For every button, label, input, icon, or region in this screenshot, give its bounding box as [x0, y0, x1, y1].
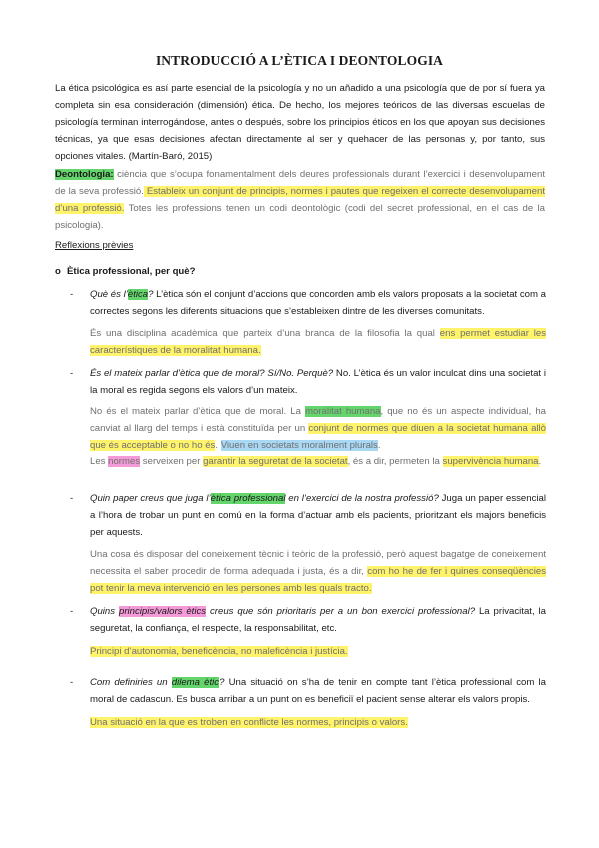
note-2b-part-4: .: [538, 456, 542, 467]
question-3-suffix: en l’exercici de la nostra professió?: [285, 493, 439, 504]
intro-text: La ética psicológica es así parte esencial de la psicología y no un añadido a una psicología que de por sí fuera ya completa sin esa consideración (dimensión) ética. De hecho, los mejores teóricos de las diversas escuelas de psicología terminan interrogándose, antes o después, sobre los principios éticos en los que apoyan sus decisiones técnicas, ya que esas decisiones afectan directamente al ser y quehacer de las personas y, por tanto, sus opciones vitales. (Martín-Baró, 2015): [55, 83, 545, 162]
question-3-dash: -: [70, 493, 74, 504]
note-1: [90, 325, 546, 359]
question-4: [90, 603, 546, 637]
question-3-prefix: Quin paper creus que juga l’: [90, 493, 211, 504]
question-1-dash: -: [70, 289, 74, 300]
note-5: [90, 714, 546, 731]
question-2: [90, 365, 546, 399]
bullet-item: [55, 263, 195, 280]
question-1: [90, 286, 546, 320]
note-2-part-3: .: [215, 440, 221, 451]
note-2-part-1: No és el mateix parlar d’ètica que de moral. La: [90, 406, 305, 417]
note-2-part-2: , que no és un aspecte individual, ha canviat al llarg del temps i està constituïda per un: [90, 406, 546, 434]
note-2: [90, 403, 546, 454]
document-title: INTRODUCCIÓ A L’ÈTICA I DEONTOLOGIA: [155, 53, 444, 68]
section-heading: Reflexions prèvies: [55, 240, 134, 251]
question-5-keyword: dilema ètic: [171, 677, 220, 688]
answer-4: La privacitat, la seguretat, la confiança, el respecte, la responsabilitat, etc.: [90, 606, 546, 634]
note-2-yellow-highlight: conjunt de normes que diuen a la societat humana allò que és acceptable o no ho és: [90, 423, 546, 451]
answer-1: L’ètica són el conjunt d’accions que concorden amb els valors proposats a la societat com a correctes segons les diferents situacions que s’estableixen dintre de les diverses comunitats.: [90, 289, 546, 317]
question-3: [90, 490, 546, 541]
intro-paragraph: [55, 80, 545, 165]
note-2b-part-1: Les: [90, 456, 109, 467]
deontology-term: Deontologia:: [55, 169, 114, 180]
question-5-dash: -: [70, 677, 74, 688]
note-2b-yellow-highlight: garantir la seguretat de la societat: [203, 456, 348, 467]
note-2b-part-2: serveixen per: [140, 456, 204, 467]
note-2-part-4: .: [377, 440, 381, 451]
note-4-highlight: Principi d’autonomia, beneficència, no maleficència i justícia.: [90, 646, 348, 657]
question-5-suffix: ?: [219, 677, 225, 688]
note-1-highlight: ens permet estudiar les característiques de la moralitat humana.: [90, 328, 547, 356]
note-2b-yellow-highlight-2: supervivència humana: [442, 456, 539, 467]
question-2-dash: -: [70, 368, 74, 379]
note-2b-pink-highlight: normes: [108, 456, 141, 467]
answer-3: Juga un paper essencial a l’hora de trobar un punt en comú en la forma d’actuar amb els pacients, prioritzant els majors beneficis per aquests.: [90, 493, 547, 538]
question-4-prefix: Quins: [90, 606, 119, 617]
note-4: [90, 643, 546, 660]
question-3-keyword: ètica professional: [210, 493, 286, 504]
answer-2: No. L’ètica és un valor inculcat dins una societat i la moral es regida segons els valors d’un mateix.: [90, 368, 546, 396]
note-3: [90, 546, 546, 597]
note-2-blue-highlight: Viuen en societats moralment plurals: [220, 440, 378, 451]
deontology-note: Totes les professions tenen un codi deontològic (codi del secret professional, en el cas de la psicologia).: [55, 203, 546, 231]
question-4-suffix: creus que són prioritaris per a un bon exercici professional?: [206, 606, 476, 617]
question-5-prefix: Com definiries un: [90, 677, 172, 688]
deontology-highlight: Estableix un conjunt de principis, normes i pautes que regeixen el correcte desenvolupament d’una professió.: [55, 186, 545, 214]
question-1-keyword: ètica: [127, 289, 149, 300]
note-1-text: És una disciplina acadèmica que parteix d’una branca de la filosofia la qual: [90, 328, 440, 339]
note-3-highlight: com ho he de fer i quines conseqüències pot tenir la meva intervenció en les persones amb les quals tracto.: [90, 566, 546, 594]
note-5-highlight: Una situació en la que es troben en conflicte les normes, principis o valors.: [90, 717, 408, 728]
note-2-green-highlight: moralitat humana: [304, 406, 381, 417]
question-2-text: És el mateix parlar d’ètica que de moral? Sí/No. Perquè?: [90, 368, 334, 379]
question-4-dash: -: [70, 606, 74, 617]
deontology-paragraph: [55, 166, 545, 234]
deontology-definition: ciència que s’ocupa fonamentalment dels deures professionals durant l’exercici i desenvolupament de la seva professió.: [55, 169, 545, 197]
question-4-keyword: principis/valors ètics: [118, 606, 207, 617]
note-2b-part-3: , és a dir, permeten la: [347, 456, 443, 467]
note-2b: [90, 453, 546, 470]
bullet-marker: o: [55, 266, 61, 277]
bullet-text: Ètica professional, per què?: [67, 266, 196, 277]
question-1-suffix: ?: [148, 289, 154, 300]
answer-5: Una situació on s’ha de tenir en compte tant l’ètica professional com la moral de cadascun. Es busca arribar a un punt on es beneficiï el pacient sense alterar els valors propis.: [90, 677, 546, 705]
question-5: [90, 674, 546, 708]
question-1-prefix: Què és l’: [90, 289, 128, 300]
note-3-text: Una cosa és disposar del coneixement tècnic i teòric de la professió, però aquest bagatge de coneixement necessita el saber procedir de forma adequada i justa, és a dir,: [90, 549, 546, 577]
